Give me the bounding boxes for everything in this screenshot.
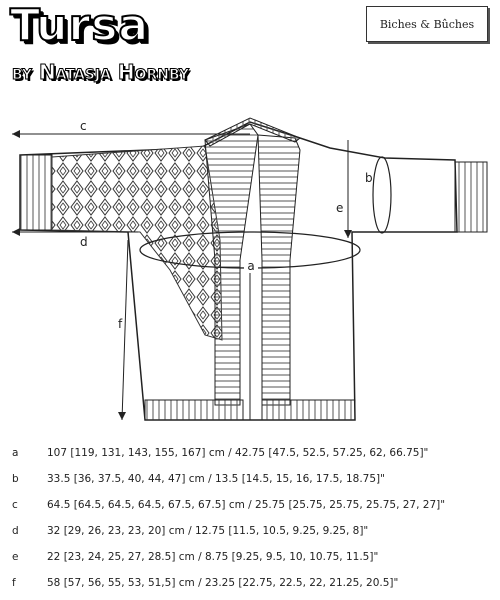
measurement-key: e (12, 551, 19, 563)
measurement-value: 64.5 [64.5, 64.5, 64.5, 67.5, 67.5] cm / 25.75 [25.75, 25.75, 25.75, 27, 27]" (47, 499, 446, 511)
measure-f-line (122, 240, 128, 420)
left-cuff (20, 155, 52, 230)
measurement-row (0, 473, 500, 493)
measurement-row (0, 525, 500, 545)
measurement-row (0, 577, 500, 597)
left-hem-band (145, 400, 243, 420)
measurement-value: 107 [119, 131, 143, 155, 167] cm / 42.75 [47.5, 52.5, 57.25, 62, 66.75]" (47, 447, 429, 459)
measurement-row (0, 499, 500, 519)
measurement-value: 32 [29, 26, 23, 23, 20] cm / 12.75 [11.5, 10.5, 9.25, 9.25, 8]" (47, 525, 369, 537)
measurement-key: f (12, 577, 16, 589)
label-a: a (247, 259, 255, 273)
schematic-diagram (0, 110, 500, 430)
measurement-key: d (12, 525, 19, 537)
measurement-value: 22 [23, 24, 25, 27, 28.5] cm / 8.75 [9.25, 9.5, 10, 10.75, 11.5]" (47, 551, 379, 563)
measurement-key: a (12, 447, 19, 459)
right-cuff (455, 162, 487, 232)
measurement-row (0, 447, 500, 467)
right-hem-band (262, 400, 355, 420)
measurement-value: 33.5 [36, 37.5, 40, 44, 47] cm / 13.5 [14.5, 15, 16, 17.5, 18.75]" (47, 473, 385, 485)
label-c: c (80, 119, 87, 133)
brand-logo: Biches & Bûches (366, 6, 488, 42)
pattern-title: Tursa (10, 0, 150, 51)
measurement-key: c (12, 499, 18, 511)
label-e: e (336, 201, 344, 215)
label-f: f (118, 317, 123, 331)
label-d: d (80, 235, 88, 249)
measurement-row (0, 551, 500, 571)
measurement-value: 58 [57, 56, 55, 53, 51,5] cm / 23.25 [22.75, 22.5, 22, 21.25, 20.5]" (47, 577, 399, 589)
designer-byline: by Natasja Hornby (12, 60, 190, 84)
label-b: b (365, 171, 373, 185)
measurement-key: b (12, 473, 19, 485)
